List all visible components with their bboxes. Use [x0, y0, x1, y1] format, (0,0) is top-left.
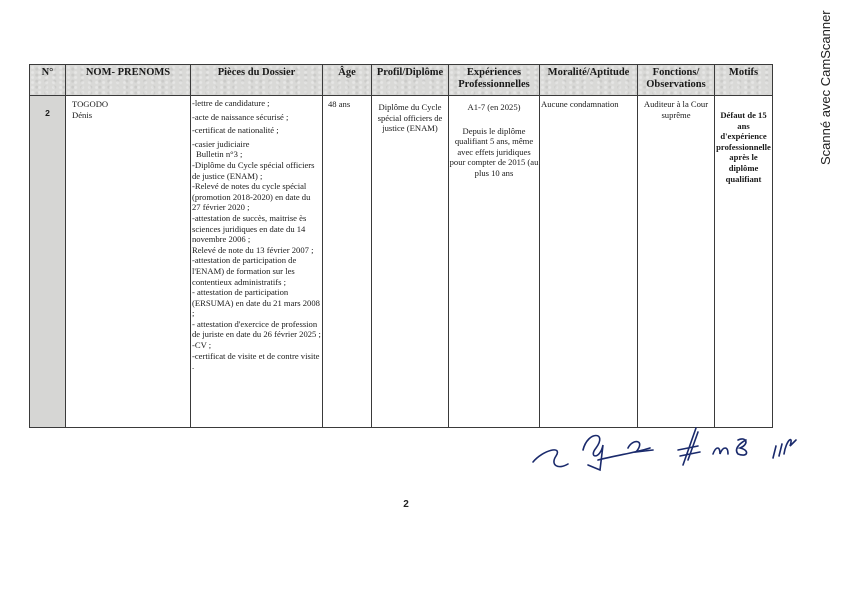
piece-item: -attestation de participation de l'ENAM) de formation sur les contentieux administratifs ; — [192, 255, 297, 287]
header-fonctions: Fonctions/ Observations — [638, 65, 715, 96]
piece-item: - attestation d'exercice de profession de juriste en date du 26 février 2025 ; — [192, 318, 321, 340]
piece-item: -casier judiciaire — [192, 138, 250, 149]
piece-item: -Diplôme du Cycle spécial officiers de justice (ENAM) ; — [192, 159, 315, 181]
header-nom-prenoms: NOM- PRENOMS — [66, 65, 191, 96]
candidate-firstname: Dénis — [72, 109, 93, 120]
piece-item: -certificat de nationalité ; — [192, 125, 279, 136]
dossier-pieces-cell — [191, 96, 323, 428]
piece-item: -lettre de candidature ; — [192, 98, 270, 108]
age-cell: 48 ans — [323, 96, 372, 428]
row-number: 2 — [30, 96, 66, 428]
experience-grade: A1-7 (en 2025) — [467, 102, 521, 112]
header-pieces: Pièces du Dossier — [191, 65, 323, 96]
fonctions-cell: Auditeur à la Cour suprême — [638, 96, 715, 428]
camscanner-watermark: Scanné avec CamScanner — [818, 10, 833, 165]
profil-cell: Diplôme du Cycle spécial officiers de justice (ENAM) — [372, 96, 449, 428]
moralite-cell: Aucune condamnation — [540, 96, 638, 428]
piece-item: -CV ; — [192, 340, 212, 351]
candidates-table — [29, 64, 773, 428]
candidate-name-cell — [66, 96, 191, 428]
signatures-icon — [528, 420, 818, 480]
table-header-row — [30, 65, 773, 96]
piece-item: -attestation de succès, maitrise ès sciences juridiques en date du 14 novembre 2006 ; — [192, 212, 307, 245]
table-row — [30, 96, 773, 428]
spacer — [449, 113, 539, 126]
header-age: Âge — [323, 65, 372, 96]
experiences-cell — [449, 96, 540, 428]
header-num: N° — [30, 65, 66, 96]
piece-item: -acte de naissance sécurisé ; — [192, 111, 289, 122]
motifs-cell: Défaut de 15 ans d'expérience professionnelle après le diplôme qualifiant — [715, 96, 773, 428]
header-experiences: Expériences Professionnelles — [449, 65, 540, 96]
experience-detail: Depuis le diplôme qualifiant 5 ans, même avec effets juridiques pour compter de 2015 (au plus 10 ans — [449, 125, 539, 178]
piece-item: Relevé de note du 13 février 2007 ; — [192, 244, 314, 255]
candidate-surname: TOGODO — [72, 99, 109, 109]
piece-item: Bulletin n°3 ; — [196, 149, 243, 160]
header-moralite: Moralité/Aptitude — [540, 65, 638, 96]
piece-item: -Relevé de notes du cycle spécial (promotion 2018-2020) en date du 27 février 2020 ; — [192, 181, 311, 213]
header-motifs: Motifs — [715, 65, 773, 96]
page-number: 2 — [403, 499, 409, 510]
piece-item: - attestation de participation (ERSUMA) en date du 21 mars 2008 ; — [192, 287, 320, 319]
piece-item: -certificat de visite et de contre visite . — [192, 350, 320, 372]
header-profil: Profil/Diplôme — [372, 65, 449, 96]
